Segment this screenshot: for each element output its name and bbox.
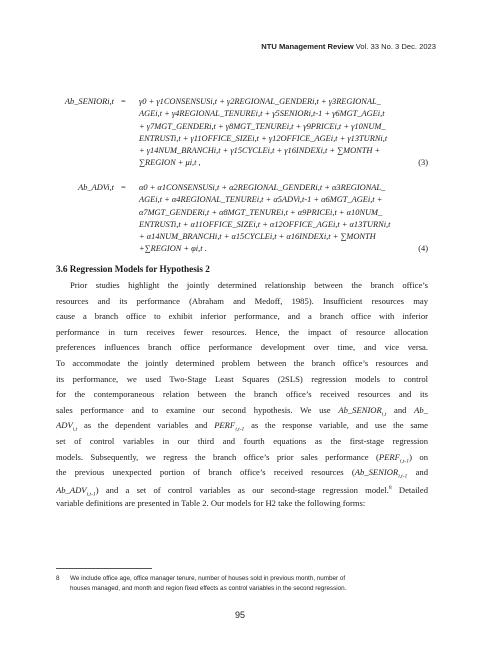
variable: Ab_SENIOR (354, 467, 399, 478)
subscript: i,t-1 (235, 427, 245, 434)
equation-lhs: Ab_ADVi,t (78, 183, 114, 192)
paragraph-line (56, 403, 428, 419)
subscript: i,t-1 (399, 458, 410, 465)
variable: PERF (378, 451, 400, 462)
page-number: 95 (234, 610, 245, 620)
footnote-number: 8 (56, 575, 60, 582)
equation-term: + α14NUM_BRANCHi,t + α15CYCLEi,t + α16INDEXi,t + ∑MONTH (139, 232, 376, 242)
equation-line (56, 207, 428, 219)
paragraph-line: resources and its performance (Abraham and Medoff, 1985). Insufficient resources may (56, 295, 428, 306)
text-run: ) and a set of control variables as our second-stage regression model. (95, 484, 389, 495)
equation-term: γ0 + γ1CONSENSUSi,t + γ2REGIONAL_GENDERi,t + γ3REGIONAL_ (139, 97, 381, 106)
equation-term: AGEi,t + γ4REGIONAL_TENUREi,t + γ5SENIORi,t-1 + γ6MGT_AGEi,t (139, 109, 385, 119)
equals-sign: = (121, 183, 126, 192)
body-paragraph (56, 278, 428, 512)
paragraph-line (56, 418, 428, 434)
equation-number: (3) (418, 158, 428, 168)
equation-line (56, 182, 428, 194)
paragraph-line: Prior studies highlight the jointly determined relationship between the branch office’s (70, 280, 428, 290)
equation-line (56, 96, 428, 108)
paragraph-line: set of control variables in our third and fourth equations as the first-stage regression (56, 435, 428, 446)
text-run: and (386, 404, 415, 415)
footnote (56, 574, 428, 594)
equation-line (56, 121, 428, 133)
variable: PERF (214, 420, 236, 431)
equation-term: + γ14NUM_BRANCHi,t + γ15CYCLEi,t + γ16INDEXi,t + ∑MONTH + (139, 146, 381, 156)
text-run: Detailed (391, 484, 428, 495)
equation-term: α7MGT_GENDERi,t + α8MGT_TENUREi,t + α9PRICEi,t + α10NUM_ (139, 207, 383, 217)
footnote-divider (56, 568, 152, 569)
equation-3 (56, 96, 428, 170)
paragraph-line: its performance, we used Two-Stage Least Squares (2SLS) regression models to control (56, 373, 428, 384)
variable: ADV (56, 420, 73, 431)
paragraph-line: cause a branch office to exhibit inferior performance, and a branch office with inferior (56, 311, 428, 322)
equation-term: α0 + α1CONSENSUSi,t + α2REGIONAL_GENDERi,t + α3REGIONAL_ (139, 183, 386, 192)
equation-term: +∑REGION + φi,t . (139, 244, 207, 254)
paragraph-line (56, 481, 428, 497)
equals-sign: = (121, 97, 126, 106)
paragraph-line: preferences influences branch office performance development over time, and vice versa. (56, 342, 428, 353)
variable: Ab_ (414, 404, 428, 415)
paragraph-line (56, 450, 428, 466)
equation-line (56, 194, 428, 206)
subscript: i,t-1 (86, 491, 96, 497)
footnote-line: We include office age, office manager tenure, number of houses sold in previous month, number of (70, 575, 346, 582)
equation-lhs: Ab_SENIORi,t (64, 97, 114, 106)
text-run: as the dependent variables and (77, 420, 215, 431)
subscript: i,t (72, 427, 78, 434)
equation-line (56, 108, 428, 120)
footnote-marker[interactable]: 8 (388, 484, 392, 491)
text-run: sales performance and to examine our second hypothesis. We use (56, 404, 339, 415)
text-run: models. Subsequently, we regress the branch office’s prior sales performance ( (56, 451, 379, 462)
variable: Ab_ADV (56, 484, 87, 495)
variable: Ab_SENIOR (338, 404, 382, 415)
journal-name: NTU Management Review (261, 42, 354, 51)
paragraph-line: variable definitions are presented in Table 2. Our models for H2 take the following forms: (56, 498, 366, 509)
paragraph-line: for the contemporaneous relation between the branch office’s received resources and its (56, 389, 428, 400)
journal-issue: Vol. 33 No. 3 Dec. 2023 (353, 42, 436, 51)
equation-term: ENTRUSTi,t + α11OFFICE_SIZEi,t + α12OFFICE_AGEi,t + α13TURNi,t (139, 219, 391, 229)
paragraph-line: performance in turn receives fewer resources. Hence, the impact of resource allocation (56, 326, 428, 337)
running-header (261, 42, 436, 51)
equation-term: AGEi,t + α4REGIONAL_TENUREi,t + α5ADVi,t-1 + α6MGT_AGEi,t + (139, 195, 383, 205)
text-run: ) on (409, 451, 428, 462)
equation-line (56, 231, 428, 243)
equation-term: ENTRUSTi,t + γ11OFFICE_SIZEi,t + γ12OFFICE_AGEi,t + γ13TURNi,t (139, 133, 388, 143)
equation-line (56, 243, 428, 255)
equation-term: ∑REGION + μi,t , (139, 158, 201, 168)
section-heading: 3.6 Regression Models for Hypothesis 2 (56, 264, 210, 274)
text-run: and (407, 467, 428, 478)
subscript: i,t (381, 411, 387, 418)
text-run: as the response variable, and use the same (244, 420, 428, 431)
equation-line (56, 133, 428, 145)
equation-number: (4) (418, 244, 428, 254)
equation-line (56, 145, 428, 157)
equation-line (56, 219, 428, 231)
footnote-line: houses managed, and month and region fixed effects as control variables in the second regression. (70, 585, 347, 592)
paragraph-line: To accommodate the jointly determined problem between the branch office’s resources and (56, 357, 428, 368)
equation-4 (56, 182, 428, 256)
subscript: i,t-1 (398, 473, 408, 480)
text-run: the previous unexpected portion of branch office’s received resources ( (56, 467, 355, 478)
paragraph-line (56, 465, 428, 481)
equation-line (56, 157, 428, 169)
equation-term: + γ7MGT_GENDERi,t + γ8MGT_TENUREi,t + γ9PRICEi,t + γ10NUM_ (139, 121, 386, 131)
